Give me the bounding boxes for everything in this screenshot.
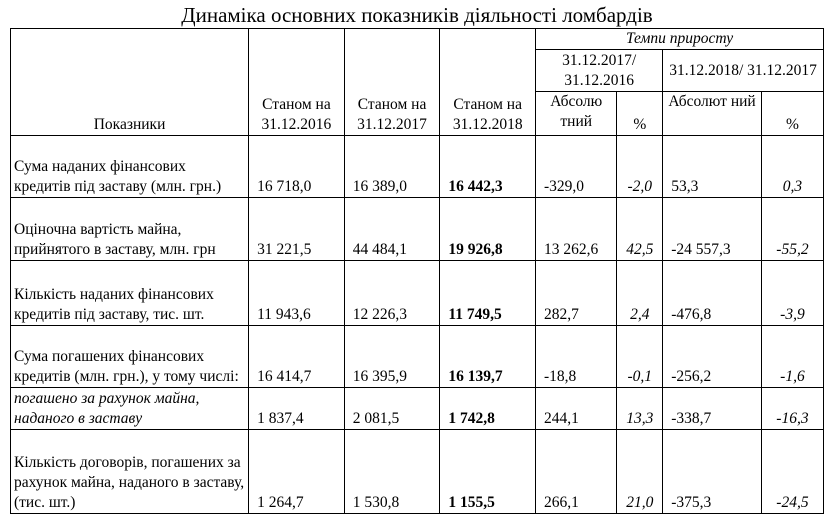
header-pct-2: % bbox=[761, 92, 823, 136]
cell-2018: 16 139,7 bbox=[440, 326, 536, 388]
cell-2018: 11 749,5 bbox=[440, 261, 536, 326]
header-2017: Станом на 31.12.2017 bbox=[344, 29, 440, 136]
cell-abs-2: -256,2 bbox=[663, 326, 762, 388]
header-period-2: 31.12.2018/ 31.12.2017 bbox=[663, 50, 824, 92]
cell-abs-2: -24 557,3 bbox=[663, 198, 762, 261]
cell-abs-1: 266,1 bbox=[536, 430, 617, 514]
cell-2017: 12 226,3 bbox=[344, 261, 440, 326]
cell-abs-1: 282,7 bbox=[536, 261, 617, 326]
pawnshop-indicators-table bbox=[10, 28, 824, 514]
header-abs-2: Абсолют ний bbox=[663, 92, 762, 136]
cell-2016: 16 414,7 bbox=[249, 326, 345, 388]
cell-pct-2: -55,2 bbox=[761, 198, 823, 261]
cell-2016: 11 943,6 bbox=[249, 261, 345, 326]
cell-2016: 31 221,5 bbox=[249, 198, 345, 261]
header-period-1: 31.12.2017/ 31.12.2016 bbox=[536, 50, 663, 92]
cell-pct-2: -16,3 bbox=[761, 388, 823, 430]
cell-abs-1: 244,1 bbox=[536, 388, 617, 430]
cell-2017: 44 484,1 bbox=[344, 198, 440, 261]
cell-pct-1: 42,5 bbox=[617, 198, 663, 261]
header-pct-1: % bbox=[617, 92, 663, 136]
cell-pct-2: -3,9 bbox=[761, 261, 823, 326]
cell-pct-1: 21,0 bbox=[617, 430, 663, 514]
table-row bbox=[11, 198, 824, 261]
cell-2016: 1 837,4 bbox=[249, 388, 345, 430]
row-label: Оціночна вартість майна, прийнятого в заставу, млн. грн bbox=[11, 198, 249, 261]
header-growth: Темпи приросту bbox=[536, 29, 824, 50]
header-2018: Станом на 31.12.2018 bbox=[440, 29, 536, 136]
cell-abs-2: -338,7 bbox=[663, 388, 762, 430]
cell-abs-2: -375,3 bbox=[663, 430, 762, 514]
cell-abs-1: -18,8 bbox=[536, 326, 617, 388]
row-label: Кількість договорів, погашених за рахунок майна, наданого в заставу, (тис. шт.) bbox=[11, 430, 249, 514]
cell-2016: 1 264,7 bbox=[249, 430, 345, 514]
row-label: Сума наданих фінансових кредитів під заставу (млн. грн.) bbox=[11, 136, 249, 198]
cell-pct-2: 0,3 bbox=[761, 136, 823, 198]
header-abs-1: Абсолю тний bbox=[536, 92, 617, 136]
cell-2017: 1 530,8 bbox=[344, 430, 440, 514]
cell-pct-1: 13,3 bbox=[617, 388, 663, 430]
cell-pct-2: -1,6 bbox=[761, 326, 823, 388]
header-indicator: Показники bbox=[11, 29, 249, 136]
cell-2018: 19 926,8 bbox=[440, 198, 536, 261]
row-label: Сума погашених фінансових кредитів (млн. грн.), у тому числі: bbox=[11, 326, 249, 388]
table-row bbox=[11, 430, 824, 514]
table-row bbox=[11, 136, 824, 198]
cell-abs-2: 53,3 bbox=[663, 136, 762, 198]
cell-2017: 16 395,9 bbox=[344, 326, 440, 388]
table-title: Динаміка основних показників діяльності ломбардів bbox=[181, 3, 653, 27]
cell-pct-1: 2,4 bbox=[617, 261, 663, 326]
table-row bbox=[11, 326, 824, 388]
cell-pct-2: -24,5 bbox=[761, 430, 823, 514]
table-row bbox=[11, 388, 824, 430]
cell-pct-1: -2,0 bbox=[617, 136, 663, 198]
cell-abs-1: 13 262,6 bbox=[536, 198, 617, 261]
row-label: Кількість наданих фінансових кредитів під заставу, тис. шт. bbox=[11, 261, 249, 326]
cell-2018: 1 155,5 bbox=[440, 430, 536, 514]
cell-2018: 16 442,3 bbox=[440, 136, 536, 198]
table-row bbox=[11, 261, 824, 326]
cell-abs-2: -476,8 bbox=[663, 261, 762, 326]
cell-2017: 2 081,5 bbox=[344, 388, 440, 430]
cell-2017: 16 389,0 bbox=[344, 136, 440, 198]
cell-abs-1: -329,0 bbox=[536, 136, 617, 198]
cell-2018: 1 742,8 bbox=[440, 388, 536, 430]
row-label: погашено за рахунок майна, наданого в заставу bbox=[11, 388, 249, 430]
cell-pct-1: -0,1 bbox=[617, 326, 663, 388]
cell-2016: 16 718,0 bbox=[249, 136, 345, 198]
header-2016: Станом на 31.12.2016 bbox=[249, 29, 345, 136]
